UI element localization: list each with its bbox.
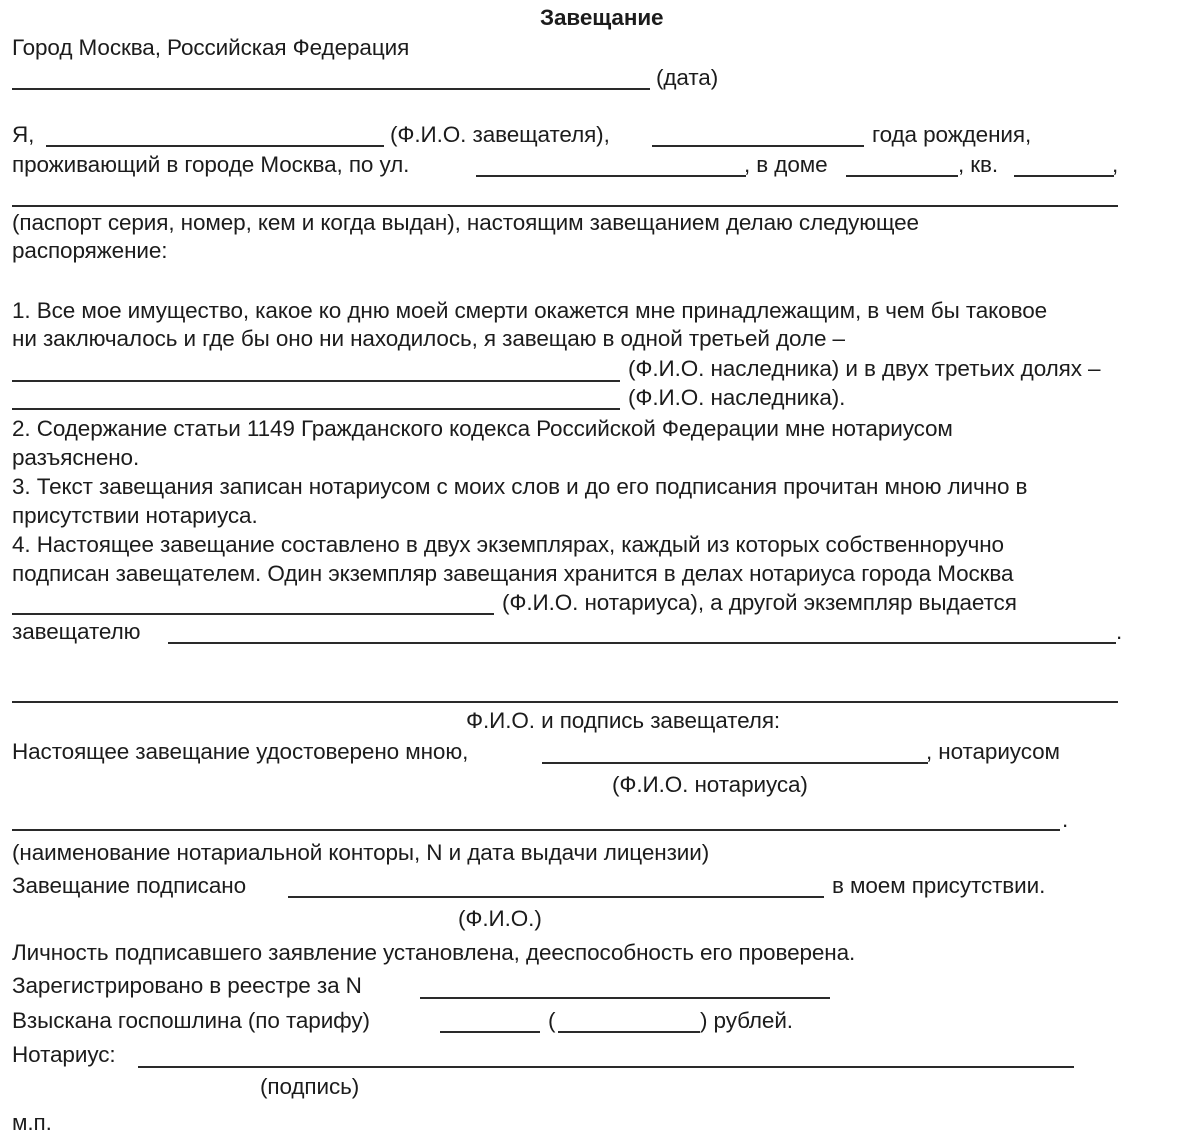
identity-statement: Личность подписавшего заявление установлена, дееспособность его проверена.	[12, 940, 856, 965]
seal-mark: м.п.	[12, 1110, 52, 1135]
apt-label: , кв.	[958, 152, 999, 177]
city-line: Город Москва, Российская Федерация	[12, 35, 410, 60]
heir-1-field[interactable]	[12, 380, 620, 382]
notary-fio-field[interactable]	[12, 613, 494, 615]
street-field[interactable]	[476, 175, 746, 177]
certified-suffix: , нотариусом	[926, 739, 1060, 764]
fee-suffix: ) рублей.	[700, 1008, 793, 1033]
birth-year-label: года рождения,	[872, 122, 1032, 147]
passport-field[interactable]	[12, 205, 1118, 207]
fee-open: (	[548, 1008, 556, 1033]
clause-4-end: .	[1116, 619, 1123, 644]
fee-words-field[interactable]	[558, 1031, 700, 1033]
certified-prefix: Настоящее завещание удостоверено мною,	[12, 739, 469, 764]
heir-2-field[interactable]	[12, 408, 620, 410]
testator-signature-field[interactable]	[12, 701, 1118, 703]
clause-2-line-2: разъяснено.	[12, 445, 140, 470]
notary-fio-label: (Ф.И.О. нотариуса)	[612, 772, 808, 797]
office-end: .	[1062, 807, 1069, 832]
clause-1-line-3: (Ф.И.О. наследника) и в двух третьих долях –	[628, 356, 1101, 381]
registry-label: Зарегистрировано в реестре за N	[12, 973, 362, 998]
date-label: (дата)	[656, 65, 719, 90]
i-prefix: Я,	[12, 122, 35, 147]
fio-label: (Ф.И.О.)	[458, 906, 542, 931]
clause-4-line-3: (Ф.И.О. нотариуса), а другой экземпляр выдается	[502, 590, 1017, 615]
notary-signature-field[interactable]	[138, 1066, 1074, 1068]
signed-prefix: Завещание подписано	[12, 873, 246, 898]
residing-text: проживающий в городе Москва, по ул.	[12, 152, 410, 177]
date-field[interactable]	[12, 88, 650, 90]
house-field[interactable]	[846, 175, 958, 177]
clause-3-line-2: присутствии нотариуса.	[12, 503, 258, 528]
registry-number-field[interactable]	[420, 997, 830, 999]
certifying-notary-field[interactable]	[542, 762, 928, 764]
document-title: Завещание	[540, 5, 664, 30]
office-label: (наименование нотариальной конторы, N и дата выдачи лицензии)	[12, 840, 710, 865]
house-label: , в доме	[744, 152, 828, 177]
apartment-field[interactable]	[1014, 175, 1114, 177]
birth-year-field[interactable]	[652, 145, 864, 147]
signed-suffix: в моем присутствии.	[832, 873, 1046, 898]
testator-sign-label: Ф.И.О. и подпись завещателя:	[466, 708, 781, 733]
clause-2-line-1: 2. Содержание статьи 1149 Гражданского кодекса Российской Федерации мне нотариусом	[12, 416, 953, 441]
apt-end: ,	[1112, 152, 1119, 177]
fee-prefix: Взыскана госпошлина (по тарифу)	[12, 1008, 370, 1033]
passport-line-2: распоряжение:	[12, 238, 168, 263]
clause-1-line-4: (Ф.И.О. наследника).	[628, 385, 846, 410]
passport-line-1: (паспорт серия, номер, кем и когда выдан), настоящим завещанием делаю следующее	[12, 210, 919, 235]
fee-amount-field[interactable]	[440, 1031, 540, 1033]
testator-copy-field[interactable]	[168, 642, 1116, 644]
clause-4-line-4: завещателю	[12, 619, 141, 644]
notary-office-field[interactable]	[12, 829, 1060, 831]
signer-field[interactable]	[288, 896, 824, 898]
clause-4-line-2: подписан завещателем. Один экземпляр завещания хранится в делах нотариуса города Москва	[12, 561, 1014, 586]
clause-1-line-2: ни заключалось и где бы оно ни находилось, я завещаю в одной третьей доле –	[12, 326, 845, 351]
testator-fio-field[interactable]	[46, 145, 384, 147]
signature-label: (подпись)	[260, 1074, 360, 1099]
testator-fio-label: (Ф.И.О. завещателя),	[390, 122, 610, 147]
notary-label: Нотариус:	[12, 1042, 116, 1067]
clause-1-line-1: 1. Все мое имущество, какое ко дню моей смерти окажется мне принадлежащим, в чем бы таковое	[12, 298, 1048, 323]
clause-4-line-1: 4. Настоящее завещание составлено в двух экземплярах, каждый из которых собственноручно	[12, 532, 1004, 557]
clause-3-line-1: 3. Текст завещания записан нотариусом с моих слов и до его подписания прочитан мною лично в	[12, 474, 1028, 499]
